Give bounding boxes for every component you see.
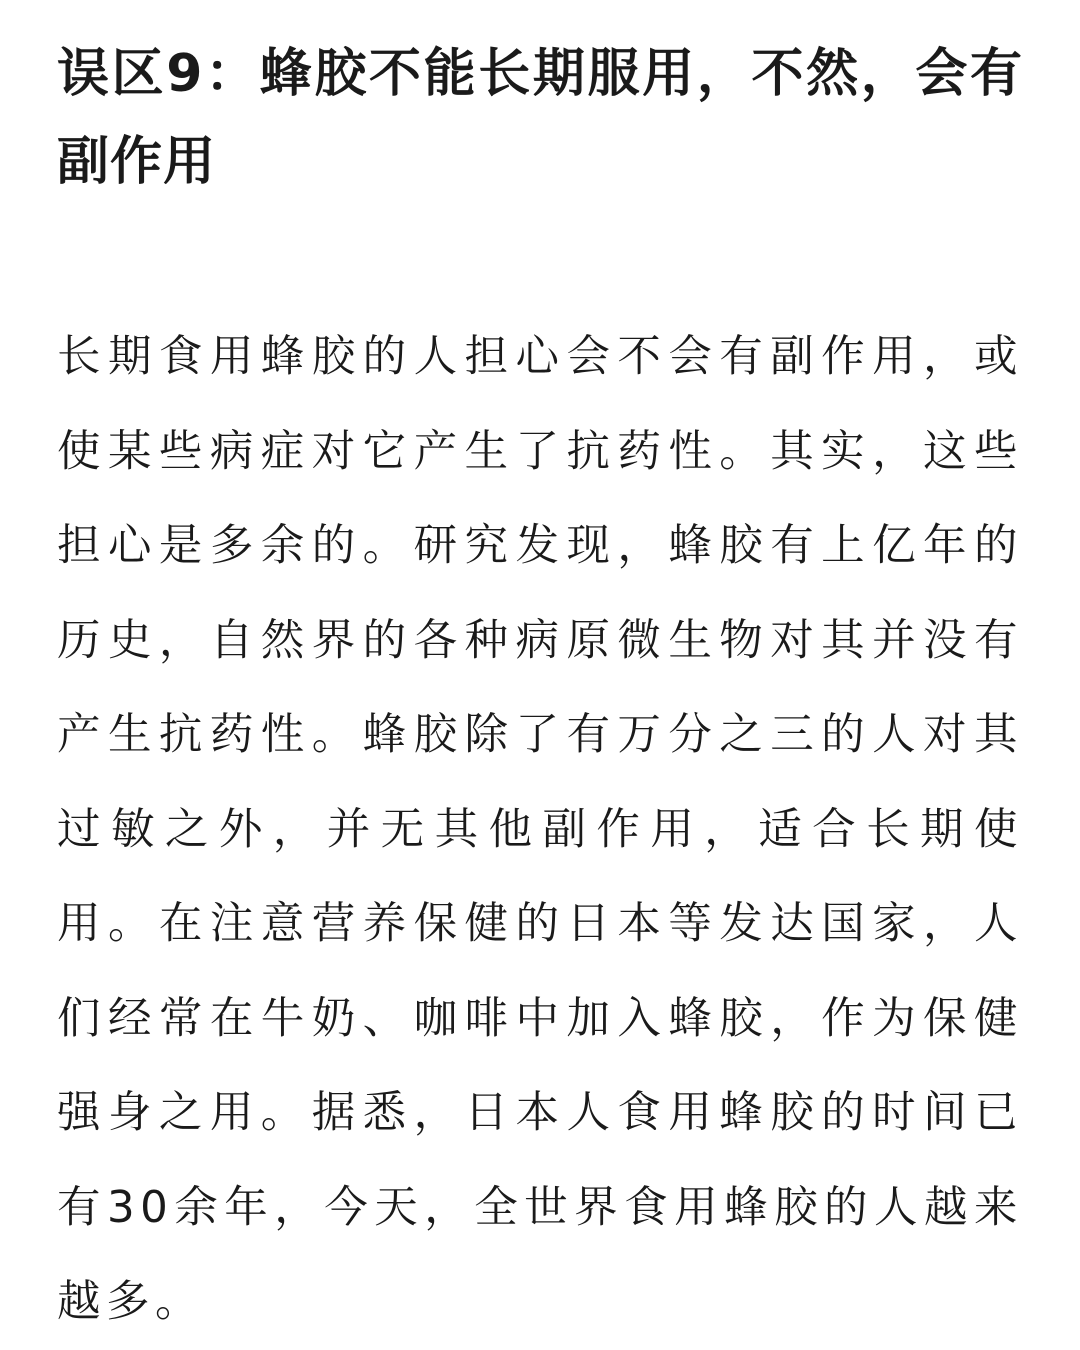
article-title: 误区9：蜂胶不能长期服用，不然，会有副作用	[57, 44, 1023, 192]
article-paragraph: 长期食用蜂胶的人担心会不会有副作用，或使某些病症对它产生了抗药性。其实，这些担心是多余的。研究发现，蜂胶有上亿年的历史，自然界的各种病原微生物对其并没有产生抗药性。蜂胶除了有万分之三的人对其过敏之外，并无其他副作用，适合长期使用。在注意营养保健的日本等发达国家，人们经常在牛奶、咖啡中加入蜂胶，作为保健强身之用。据悉，日本人食用蜂胶的时间已有30余年，今天，全世界食用蜂胶的人越来越多。	[57, 332, 1023, 1327]
article	[57, 0, 1023, 1350]
